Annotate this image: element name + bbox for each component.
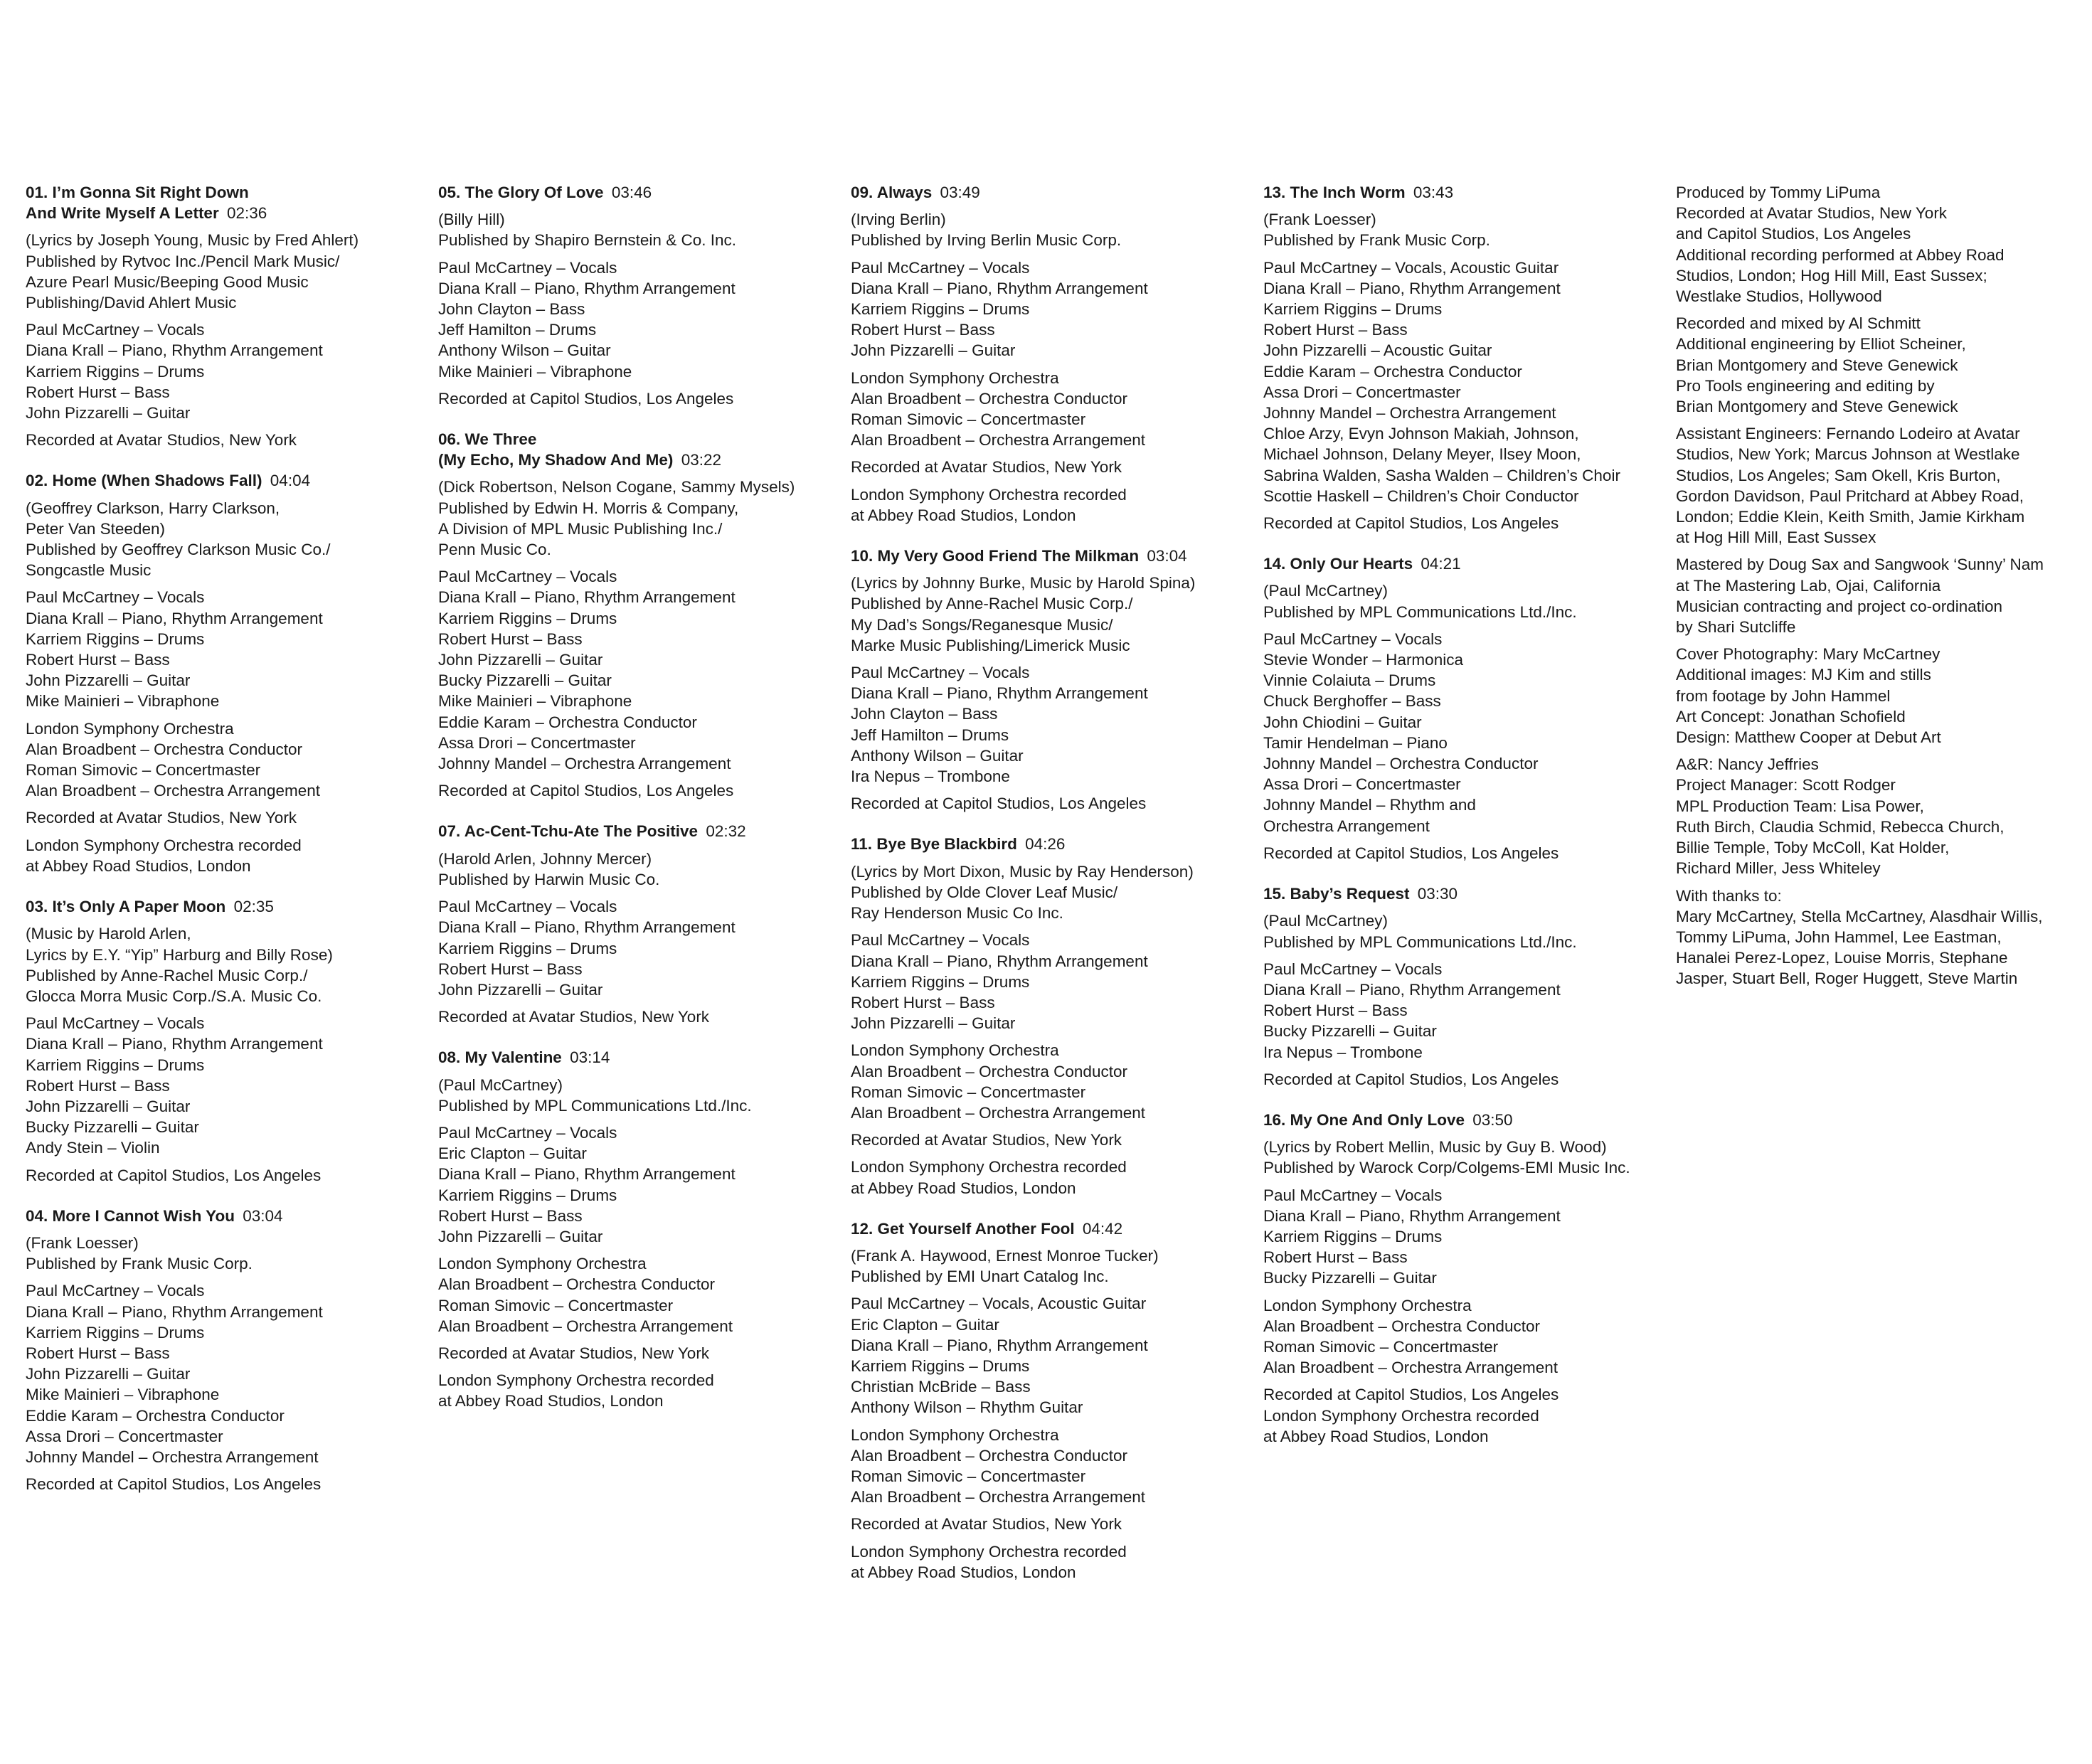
- track-title: 08. My Valentine: [438, 1048, 562, 1067]
- track-credits-block: Recorded at Capitol Studios, Los Angeles: [26, 1475, 322, 1494]
- column-2: [438, 182, 844, 1432]
- track-duration: 03:46: [611, 184, 652, 201]
- track-heading: [26, 896, 431, 917]
- track-credits-block: (Lyrics by Johnny Burke, Music by Harold Spina) Published by Anne-Rachel Music Corp./ My Dad’s Songs/Reganesque Music/ Marke Music Publishing/Limerick Music: [851, 574, 1196, 654]
- track-heading: [851, 1218, 1256, 1239]
- track-duration: 03:04: [243, 1206, 283, 1225]
- track-credits-block: Recorded at Capitol Studios, Los Angeles: [1263, 514, 1559, 533]
- track-credits-block: (Frank A. Haywood, Ernest Monroe Tucker) Published by EMI Unart Catalog Inc.: [851, 1246, 1159, 1286]
- track-credits-block: Recorded at Capitol Studios, Los Angeles London Symphony Orchestra recorded at Abbey Road Studios, London: [1263, 1386, 1559, 1445]
- album-credit-block: Produced by Tommy LiPuma Recorded at Avatar Studios, New York and Capitol Studios, Los Angeles Additional recording performed at Abbey Road Studios, London; Hog Hill Mill, East Sussex; Westlake Studios, Hollywood: [1676, 184, 2005, 306]
- track-heading: [1263, 182, 1669, 203]
- track-title: 06. We Three (My Echo, My Shadow And Me): [438, 430, 674, 469]
- track-heading: [851, 182, 1256, 203]
- track-credits-block: (Lyrics by Joseph Young, Music by Fred Ahlert) Published by Rytvoc Inc./Pencil Mark Music/ Azure Pearl Music/Beeping Good Music Publishing/David Ahlert Music: [26, 231, 359, 312]
- track-duration: 04:42: [1082, 1219, 1123, 1238]
- track-entry: [438, 1047, 844, 1411]
- track-credits-block: Recorded at Capitol Studios, Los Angeles: [851, 795, 1147, 813]
- track-credits-block: Paul McCartney – Vocals Diana Krall – Piano, Rhythm Arrangement John Clayton – Bass Jeff Hamilton – Drums Anthony Wilson – Guitar Mike Mainieri – Vibraphone: [438, 258, 736, 381]
- album-credit-block: With thanks to: Mary McCartney, Stella McCartney, Alasdhair Willis, Tommy LiPuma, John Hammel, Lee Eastman, Hanalei Perez-Lopez, Louise Morris, Stephane Jasper, Stuart Bell, Roger Huggett, Steve Martin: [1676, 886, 2043, 988]
- track-duration: 03:49: [940, 184, 980, 201]
- track-credits-block: London Symphony Orchestra Alan Broadbent – Orchestra Conductor Roman Simovic – Concertmaster Alan Broadbent – Orchestra Arrangement: [851, 1041, 1145, 1122]
- track-title: 15. Baby’s Request: [1263, 885, 1410, 903]
- track-credits-block: Recorded at Capitol Studios, Los Angeles: [26, 1166, 322, 1184]
- track-duration: 04:21: [1421, 555, 1461, 573]
- track-duration: 02:36: [226, 204, 267, 223]
- track-heading: [438, 182, 844, 203]
- track-title: 09. Always: [851, 184, 933, 201]
- track-heading: [438, 429, 844, 470]
- track-duration: 03:22: [681, 451, 721, 469]
- track-credits-block: Paul McCartney – Vocals Diana Krall – Piano, Rhythm Arrangement Karriem Riggins – Drums Robert Hurst – Bass John Pizzarelli – Guitar Bucky Pizzarelli – Guitar Mike Mainieri – Vibraphone Eddie Karam – Orchestra Conductor Assa Drori – Concertmaster Johnny Mandel – Orchestra Arrangement: [438, 568, 736, 773]
- track-title: 10. My Very Good Friend The Milkman: [851, 547, 1140, 565]
- track-title: 03. It’s Only A Paper Moon: [26, 898, 226, 916]
- track-credits-block: London Symphony Orchestra recorded at Abbey Road Studios, London: [851, 485, 1127, 524]
- track-credits-block: Recorded at Avatar Studios, New York: [26, 809, 297, 827]
- track-credits-block: Recorded at Capitol Studios, Los Angeles: [1263, 1070, 1559, 1088]
- track-entry: [26, 470, 431, 876]
- track-credits-block: (Lyrics by Robert Mellin, Music by Guy B. Wood) Published by Warock Corp/Colgems-EMI Music Inc.: [1263, 1138, 1630, 1177]
- track-credits-block: Recorded at Avatar Studios, New York: [438, 1008, 710, 1026]
- track-credits-block: Paul McCartney – Vocals, Acoustic Guitar Eric Clapton – Guitar Diana Krall – Piano, Rhythm Arrangement Karriem Riggins – Drums Christian McBride – Bass Anthony Wilson – Rhythm Guitar: [851, 1295, 1148, 1417]
- track-title: 01. I’m Gonna Sit Right Down And Write Myself A Letter: [26, 184, 249, 223]
- track-credits-block: Paul McCartney – Vocals Diana Krall – Piano, Rhythm Arrangement Karriem Riggins – Drums Robert Hurst – Bass Bucky Pizzarelli – Guitar: [1263, 1186, 1561, 1287]
- track-credits-block: Paul McCartney – Vocals Diana Krall – Piano, Rhythm Arrangement Karriem Riggins – Drums Robert Hurst – Bass John Pizzarelli – Guitar Mike Mainieri – Vibraphone: [26, 588, 323, 711]
- track-credits-block: (Frank Loesser) Published by Frank Music Corp.: [1263, 211, 1490, 250]
- track-credits-block: London Symphony Orchestra Alan Broadbent – Orchestra Conductor Roman Simovic – Concertmaster Alan Broadbent – Orchestra Arrangement: [26, 719, 320, 800]
- album-credit-block: Recorded and mixed by Al Schmitt Additional engineering by Elliot Scheiner, Brian Montgomery and Steve Genewick Pro Tools engineering and editing by Brian Montgomery and Steve Genewick: [1676, 314, 1966, 416]
- column-credits: [1676, 182, 2088, 996]
- track-heading: [26, 470, 431, 491]
- track-credits-block: (Harold Arlen, Johnny Mercer) Published by Harwin Music Co.: [438, 849, 660, 888]
- track-credits-block: (Paul McCartney) Published by MPL Communications Ltd./Inc.: [438, 1075, 752, 1115]
- column-1: [26, 182, 431, 1514]
- track-duration: 03:50: [1472, 1110, 1513, 1129]
- track-duration: 02:35: [233, 898, 274, 916]
- track-title: 14. Only Our Hearts: [1263, 555, 1413, 573]
- track-credits-block: Paul McCartney – Vocals, Acoustic Guitar Diana Krall – Piano, Rhythm Arrangement Karriem Riggins – Drums Robert Hurst – Bass John Pizzarelli – Acoustic Guitar Eddie Karam – Orchestra Conductor Assa Drori – Concertmaster Johnny Mandel – Orchestra Arrangement Chloe Arzy, Evyn Johnson Makiah, Johnson, Michael Johnson, Delany Meyer, Ilsey Moon, Sabrina Walden, Sasha Walden – Children’s Choir Scottie Haskell – Children’s Choir Conductor: [1263, 258, 1620, 505]
- track-credits-block: London Symphony Orchestra Alan Broadbent – Orchestra Conductor Roman Simovic – Concertmaster Alan Broadbent – Orchestra Arrangement: [851, 368, 1145, 450]
- track-entry: [1263, 883, 1669, 1090]
- track-entry: [851, 546, 1256, 814]
- track-credits-block: (Paul McCartney) Published by MPL Communications Ltd./Inc.: [1263, 912, 1577, 951]
- track-credits-block: (Billy Hill) Published by Shapiro Bernstein & Co. Inc.: [438, 211, 736, 250]
- track-title: 11. Bye Bye Blackbird: [851, 835, 1017, 854]
- track-credits-block: Recorded at Avatar Studios, New York: [438, 1344, 710, 1362]
- track-entry: [1263, 182, 1669, 533]
- album-credit-block: Assistant Engineers: Fernando Lodeiro at Avatar Studios, New York; Marcus Johnson at Westlake Studios, Los Angeles; Sam Okell, Kris Burton, Gordon Davidson, Paul Pritchard at Abbey Road, London; Eddie Klein, Keith Smith, Jamie Kirkham at Hog Hill Mill, East Sussex: [1676, 425, 2025, 547]
- track-entry: [1263, 1110, 1669, 1447]
- track-credits-block: Recorded at Avatar Studios, New York: [851, 1515, 1122, 1534]
- track-duration: 03:43: [1413, 184, 1454, 201]
- track-credits-block: (Frank Loesser) Published by Frank Music Corp.: [26, 1233, 253, 1273]
- track-title: 05. The Glory Of Love: [438, 184, 604, 201]
- track-title: 07. Ac-Cent-Tchu-Ate The Positive: [438, 822, 699, 841]
- track-heading: [851, 546, 1256, 566]
- track-credits-block: (Geoffrey Clarkson, Harry Clarkson, Peter Van Steeden) Published by Geoffrey Clarkson Music Co./ Songcastle Music: [26, 499, 331, 580]
- track-entry: [851, 1218, 1256, 1583]
- track-heading: [1263, 883, 1669, 904]
- track-credits-block: Paul McCartney – Vocals Diana Krall – Piano, Rhythm Arrangement Karriem Riggins – Drums Robert Hurst – Bass John Pizzarelli – Guitar: [438, 898, 736, 999]
- track-credits-block: Recorded at Avatar Studios, New York: [26, 431, 297, 450]
- track-credits-block: Paul McCartney – Vocals Diana Krall – Piano, Rhythm Arrangement Karriem Riggins – Drums Robert Hurst – Bass John Pizzarelli – Guitar Bucky Pizzarelli – Guitar Andy Stein – Violin: [26, 1014, 323, 1157]
- track-credits-block: Recorded at Capitol Studios, Los Angeles: [438, 389, 734, 408]
- track-credits-block: London Symphony Orchestra Alan Broadbent – Orchestra Conductor Roman Simovic – Concertmaster Alan Broadbent – Orchestra Arrangement: [851, 1425, 1145, 1507]
- track-credits-block: London Symphony Orchestra recorded at Abbey Road Studios, London: [851, 1158, 1127, 1197]
- track-entry: [26, 182, 431, 450]
- track-credits-block: (Music by Harold Arlen, Lyrics by E.Y. “Yip” Harburg and Billy Rose) Published by Anne-Rachel Music Corp./ Glocca Morra Music Corp./S.A. Music Co.: [26, 925, 333, 1005]
- track-heading: [26, 182, 431, 223]
- track-duration: 04:26: [1025, 835, 1066, 854]
- track-title: 04. More I Cannot Wish You: [26, 1206, 235, 1225]
- track-credits-block: London Symphony Orchestra recorded at Abbey Road Studios, London: [851, 1542, 1127, 1581]
- track-credits-block: Paul McCartney – Vocals Diana Krall – Piano, Rhythm Arrangement John Clayton – Bass Jeff Hamilton – Drums Anthony Wilson – Guitar Ira Nepus – Trombone: [851, 664, 1148, 786]
- track-credits-block: Paul McCartney – Vocals Stevie Wonder – Harmonica Vinnie Colaiuta – Drums Chuck Berghoffer – Bass John Chiodini – Guitar Tamir Hendelman – Piano Johnny Mandel – Orchestra Conductor Assa Drori – Concertmaster Johnny Mandel – Rhythm and Orchestra Arrangement: [1263, 629, 1539, 835]
- track-heading: [1263, 553, 1669, 574]
- track-credits-block: London Symphony Orchestra recorded at Abbey Road Studios, London: [438, 1371, 714, 1410]
- track-duration: 02:32: [706, 822, 746, 841]
- track-credits-block: Paul McCartney – Vocals Diana Krall – Piano, Rhythm Arrangement Karriem Riggins – Drums Robert Hurst – Bass John Pizzarelli – Guitar: [851, 258, 1148, 360]
- track-heading: [1263, 1110, 1669, 1130]
- track-credits-block: London Symphony Orchestra Alan Broadbent – Orchestra Conductor Roman Simovic – Concertmaster Alan Broadbent – Orchestra Arrangement: [1263, 1296, 1558, 1377]
- track-credits-block: Paul McCartney – Vocals Eric Clapton – Guitar Diana Krall – Piano, Rhythm Arrangement Karriem Riggins – Drums Robert Hurst – Bass John Pizzarelli – Guitar: [438, 1123, 736, 1245]
- track-title: 16. My One And Only Love: [1263, 1110, 1465, 1129]
- column-3: [851, 182, 1256, 1603]
- track-entry: [1263, 553, 1669, 864]
- track-entry: [26, 1206, 431, 1495]
- track-credits-block: Paul McCartney – Vocals Diana Krall – Piano, Rhythm Arrangement Karriem Riggins – Drums Robert Hurst – Bass John Pizzarelli – Guitar: [26, 321, 323, 423]
- track-credits-block: (Irving Berlin) Published by Irving Berlin Music Corp.: [851, 211, 1122, 250]
- track-credits-block: (Paul McCartney) Published by MPL Communications Ltd./Inc.: [1263, 582, 1577, 621]
- track-credits-block: London Symphony Orchestra Alan Broadbent – Orchestra Conductor Roman Simovic – Concertmaster Alan Broadbent – Orchestra Arrangement: [438, 1255, 733, 1335]
- track-title: 13. The Inch Worm: [1263, 184, 1406, 201]
- track-entry: [438, 429, 844, 801]
- track-title: 02. Home (When Shadows Fall): [26, 472, 262, 490]
- track-credits-block: (Lyrics by Mort Dixon, Music by Ray Henderson) Published by Olde Clover Leaf Music/ Ray Henderson Music Co Inc.: [851, 862, 1194, 923]
- track-entry: [851, 834, 1256, 1198]
- track-credits-block: Paul McCartney – Vocals Diana Krall – Piano, Rhythm Arrangement Karriem Riggins – Drums Robert Hurst – Bass John Pizzarelli – Guitar Mike Mainieri – Vibraphone Eddie Karam – Orchestra Conductor Assa Drori – Concertmaster Johnny Mandel – Orchestra Arrangement: [26, 1282, 323, 1466]
- album-credit-block: Mastered by Doug Sax and Sangwook ‘Sunny’ Nam at The Mastering Lab, Ojai, California Musician contracting and project co-ordination by Shari Sutcliffe: [1676, 556, 2044, 637]
- track-credits-block: Paul McCartney – Vocals Diana Krall – Piano, Rhythm Arrangement Robert Hurst – Bass Bucky Pizzarelli – Guitar Ira Nepus – Trombone: [1263, 960, 1561, 1061]
- track-entry: [851, 182, 1256, 526]
- track-duration: 03:04: [1147, 547, 1187, 565]
- column-4: [1263, 182, 1669, 1467]
- track-credits-block: (Dick Robertson, Nelson Cogane, Sammy Mysels) Published by Edwin H. Morris & Company, A Division of MPL Music Publishing Inc./ Penn Music Co.: [438, 478, 795, 559]
- track-heading: [438, 821, 844, 841]
- track-heading: [851, 834, 1256, 854]
- track-entry: [438, 182, 844, 409]
- track-credits-block: Recorded at Avatar Studios, New York: [851, 1131, 1122, 1149]
- track-duration: 03:14: [570, 1048, 610, 1067]
- track-heading: [26, 1206, 431, 1226]
- track-title: 12. Get Yourself Another Fool: [851, 1219, 1075, 1238]
- track-credits-block: London Symphony Orchestra recorded at Abbey Road Studios, London: [26, 836, 302, 875]
- track-heading: [438, 1047, 844, 1068]
- track-credits-block: Recorded at Avatar Studios, New York: [851, 458, 1122, 477]
- album-credit-block: A&R: Nancy Jeffries Project Manager: Scott Rodger MPL Production Team: Lisa Power, Ruth Birch, Claudia Schmid, Rebecca Church, Billie Temple, Toby McColl, Kat Holder, Richard Miller, Jess Whiteley: [1676, 755, 2005, 878]
- track-entry: [26, 896, 431, 1186]
- track-duration: 03:30: [1417, 885, 1458, 903]
- track-credits-block: Recorded at Capitol Studios, Los Angeles: [1263, 844, 1559, 862]
- track-duration: 04:04: [270, 472, 311, 490]
- album-credit-block: Cover Photography: Mary McCartney Additional images: MJ Kim and stills from footage by John Hammel Art Concept: Jonathan Schofield Design: Matthew Cooper at Debut Art: [1676, 645, 1941, 747]
- track-credits-block: Paul McCartney – Vocals Diana Krall – Piano, Rhythm Arrangement Karriem Riggins – Drums Robert Hurst – Bass John Pizzarelli – Guitar: [851, 931, 1148, 1033]
- track-credits-block: Recorded at Capitol Studios, Los Angeles: [438, 782, 734, 800]
- track-entry: [438, 821, 844, 1027]
